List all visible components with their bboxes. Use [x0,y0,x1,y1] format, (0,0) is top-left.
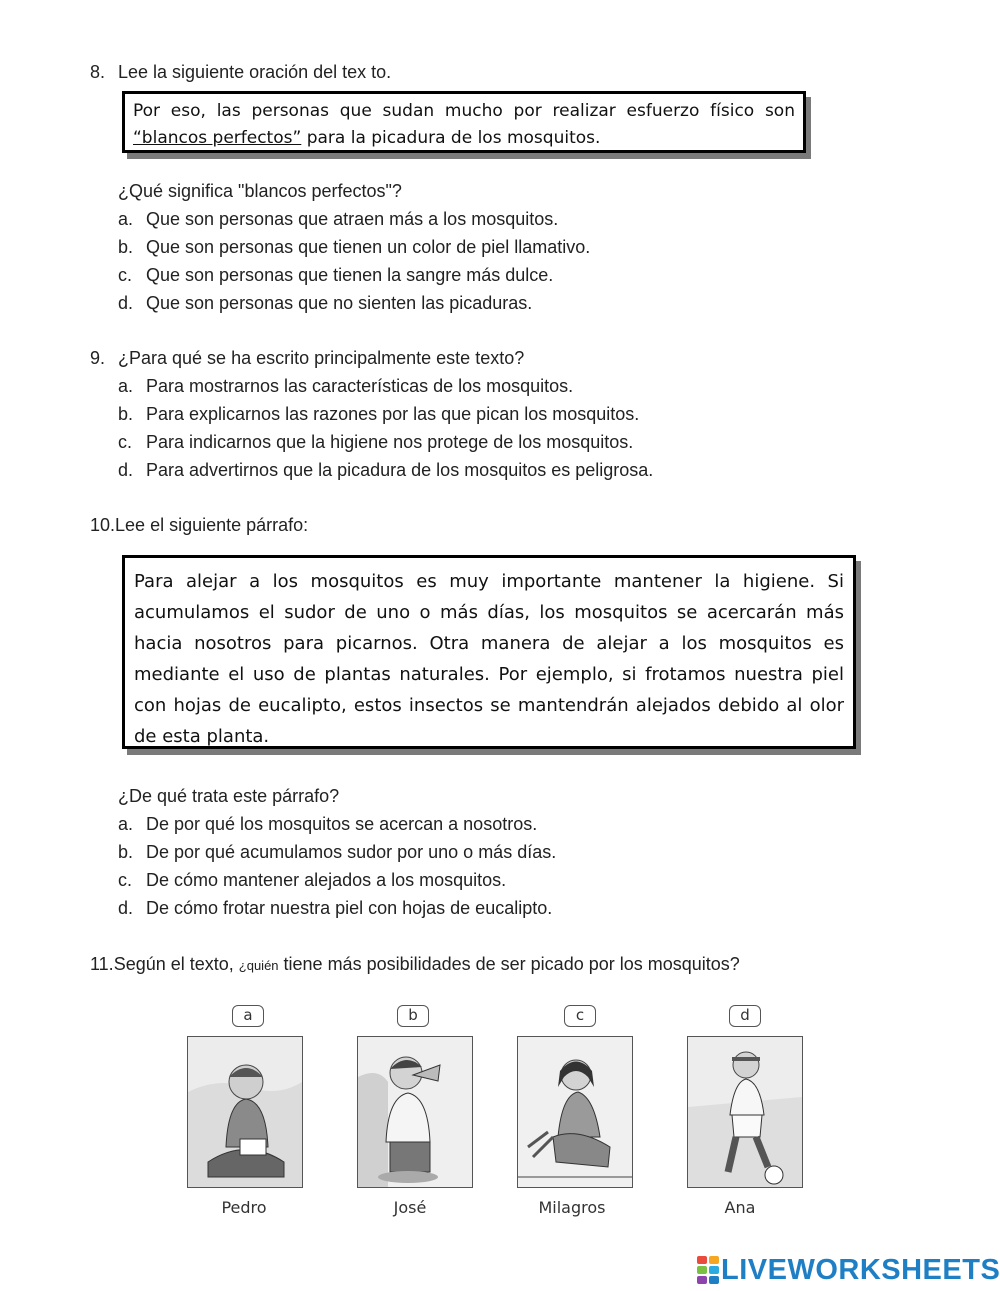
option-letter: d. [118,460,134,480]
picture-a-label[interactable]: a [232,1005,264,1027]
question-10-option-b[interactable] [118,841,556,863]
question-8-option-b[interactable] [118,236,590,258]
question-10-option-c[interactable] [118,869,506,891]
picture-b-jose-eating[interactable] [357,1036,473,1188]
option-text: Para advertirnos que la picadura de los mosquitos es peligrosa. [146,460,654,480]
question-9-number: 9. [90,348,106,368]
picture-c-milagros-garden[interactable] [517,1036,633,1188]
liveworksheets-logo-icon [697,1256,721,1284]
quote-text-2: para la picadura de los mosquitos. [301,128,601,148]
question-10-prompt [90,514,308,536]
question-11-text-small: ¿quién [238,958,279,973]
option-text: De cómo frotar nuestra piel con hojas de eucalipto. [146,898,553,918]
liveworksheets-brand: LIVEWORKSHEETS [721,1253,1000,1286]
option-letter: a. [118,209,134,229]
picture-d-label[interactable]: d [729,1005,761,1027]
picture-d-name: Ana [724,1198,756,1217]
question-9-option-d[interactable] [118,459,653,481]
question-10-number: 10. [90,515,116,535]
picture-a-name: Pedro [221,1198,267,1217]
question-11-prompt [90,953,740,977]
question-10-text: Lee el siguiente párrafo: [115,515,309,535]
quote-underlined: “blancos perfectos” [133,128,302,148]
option-letter: c. [118,432,133,452]
option-text: Para explicarnos las razones por las que pican los mosquitos. [146,404,640,424]
option-letter: b. [118,842,134,862]
picture-d-ana-soccer[interactable] [687,1036,803,1188]
option-text: De por qué acumulamos sudor por uno o más días. [146,842,557,862]
picture-c-label[interactable]: c [564,1005,596,1027]
question-8-number: 8. [90,62,106,82]
question-8-quote [133,98,795,152]
option-letter: b. [118,237,134,257]
option-text: Para indicarnos que la higiene nos protege de los mosquitos. [146,432,634,452]
question-11-number: 11. [90,954,114,974]
question-8-option-c[interactable] [118,264,553,286]
option-text: Que son personas que no sienten las picaduras. [146,293,533,313]
option-text: De cómo mantener alejados a los mosquitos. [146,870,507,890]
option-letter: b. [118,404,134,424]
option-letter: c. [118,870,133,890]
liveworksheets-logo [697,1254,1000,1286]
question-8-option-d[interactable] [118,292,532,314]
question-11-text-1: Según el texto, [113,954,239,974]
question-8-question: ¿Qué significa "blancos perfectos"? [118,181,402,201]
picture-b-label[interactable]: b [397,1005,429,1027]
option-text: De por qué los mosquitos se acercan a nosotros. [146,814,538,834]
question-8-quote-box [122,91,806,153]
question-10-option-a[interactable] [118,813,537,835]
picture-b-name: José [393,1198,427,1217]
question-10-option-d[interactable] [118,897,552,919]
option-letter: a. [118,814,134,834]
option-letter: d. [118,898,134,918]
option-letter: c. [118,265,133,285]
quote-text-1: Por eso, las personas que sudan mucho por realizar esfuerzo físico son [133,101,795,121]
question-9-prompt [90,347,524,369]
option-text: Que son personas que atraen más a los mosquitos. [146,209,559,229]
option-letter: a. [118,376,134,396]
question-9-text: ¿Para qué se ha escrito principalmente este texto? [118,348,525,368]
question-8-option-a[interactable] [118,208,558,230]
picture-a-pedro-reading[interactable] [187,1036,303,1188]
question-8-text: Lee la siguiente oración del tex to. [118,62,392,82]
option-text: Que son personas que tienen un color de piel llamativo. [146,237,591,257]
question-9-option-c[interactable] [118,431,633,453]
option-letter: d. [118,293,134,313]
picture-c-name: Milagros [538,1198,606,1217]
question-10-paragraph: Para alejar a los mosquitos es muy importante mantener la higiene. Si acumulamos el sudor de uno o más días, los mosquitos se acercarán más hacia nosotros para picarnos. Otra manera de alejar a los mosquitos es mediante el uso de plantas naturales. Por ejemplo, si frotamos nuestra piel con hojas de eucalipto, estos insectos se mantendrán alejados debido al olor de esta planta. [134,571,844,747]
option-text: Que son personas que tienen la sangre más dulce. [146,265,554,285]
question-8-prompt [90,61,391,83]
question-10-paragraph-box [122,555,856,749]
question-10-question: ¿De qué trata este párrafo? [118,786,340,806]
question-9-option-a[interactable] [118,375,573,397]
option-text: Para mostrarnos las características de los mosquitos. [146,376,574,396]
question-9-option-b[interactable] [118,403,639,425]
question-11-text-2: tiene más posibilidades de ser picado por los mosquitos? [278,954,740,974]
